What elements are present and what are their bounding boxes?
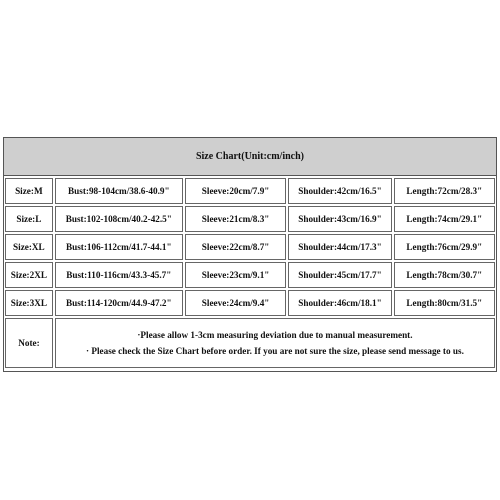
length-cell: Length:76cm/29.9": [394, 234, 495, 260]
size-cell: Size:M: [5, 178, 53, 204]
note-label: Note:: [5, 318, 53, 368]
bust-cell: Bust:98-104cm/38.6-40.9": [55, 178, 183, 204]
table-row: [4, 260, 496, 288]
note-body: [55, 318, 495, 368]
sleeve-cell: Sleeve:21cm/8.3": [185, 206, 286, 232]
table-row: [4, 232, 496, 260]
sleeve-cell: Sleeve:23cm/9.1": [185, 262, 286, 288]
shoulder-cell: Shoulder:45cm/17.7": [288, 262, 391, 288]
note-line: ·Please allow 1-3cm measuring deviation due to manual measurement.: [137, 330, 413, 340]
shoulder-cell: Shoulder:46cm/18.1": [288, 290, 391, 316]
size-chart-title: Size Chart(Unit:cm/inch): [4, 138, 496, 176]
size-chart-table: [3, 137, 497, 372]
length-cell: Length:78cm/30.7": [394, 262, 495, 288]
bust-cell: Bust:110-116cm/43.3-45.7": [55, 262, 183, 288]
sleeve-cell: Sleeve:22cm/8.7": [185, 234, 286, 260]
sleeve-cell: Sleeve:20cm/7.9": [185, 178, 286, 204]
table-row: [4, 176, 496, 204]
length-cell: Length:72cm/28.3": [394, 178, 495, 204]
size-cell: Size:3XL: [5, 290, 53, 316]
length-cell: Length:80cm/31.5": [394, 290, 495, 316]
table-row: [4, 288, 496, 316]
shoulder-cell: Shoulder:44cm/17.3": [288, 234, 391, 260]
size-cell: Size:XL: [5, 234, 53, 260]
shoulder-cell: Shoulder:42cm/16.5": [288, 178, 391, 204]
note-row: [4, 316, 496, 371]
bust-cell: Bust:114-120cm/44.9-47.2": [55, 290, 183, 316]
size-cell: Size:2XL: [5, 262, 53, 288]
length-cell: Length:74cm/29.1": [394, 206, 495, 232]
size-cell: Size:L: [5, 206, 53, 232]
note-line: · Please check the Size Chart before order. If you are not sure the size, please send message to us.: [86, 346, 464, 356]
table-row: [4, 204, 496, 232]
bust-cell: Bust:106-112cm/41.7-44.1": [55, 234, 183, 260]
shoulder-cell: Shoulder:43cm/16.9": [288, 206, 391, 232]
sleeve-cell: Sleeve:24cm/9.4": [185, 290, 286, 316]
bust-cell: Bust:102-108cm/40.2-42.5": [55, 206, 183, 232]
